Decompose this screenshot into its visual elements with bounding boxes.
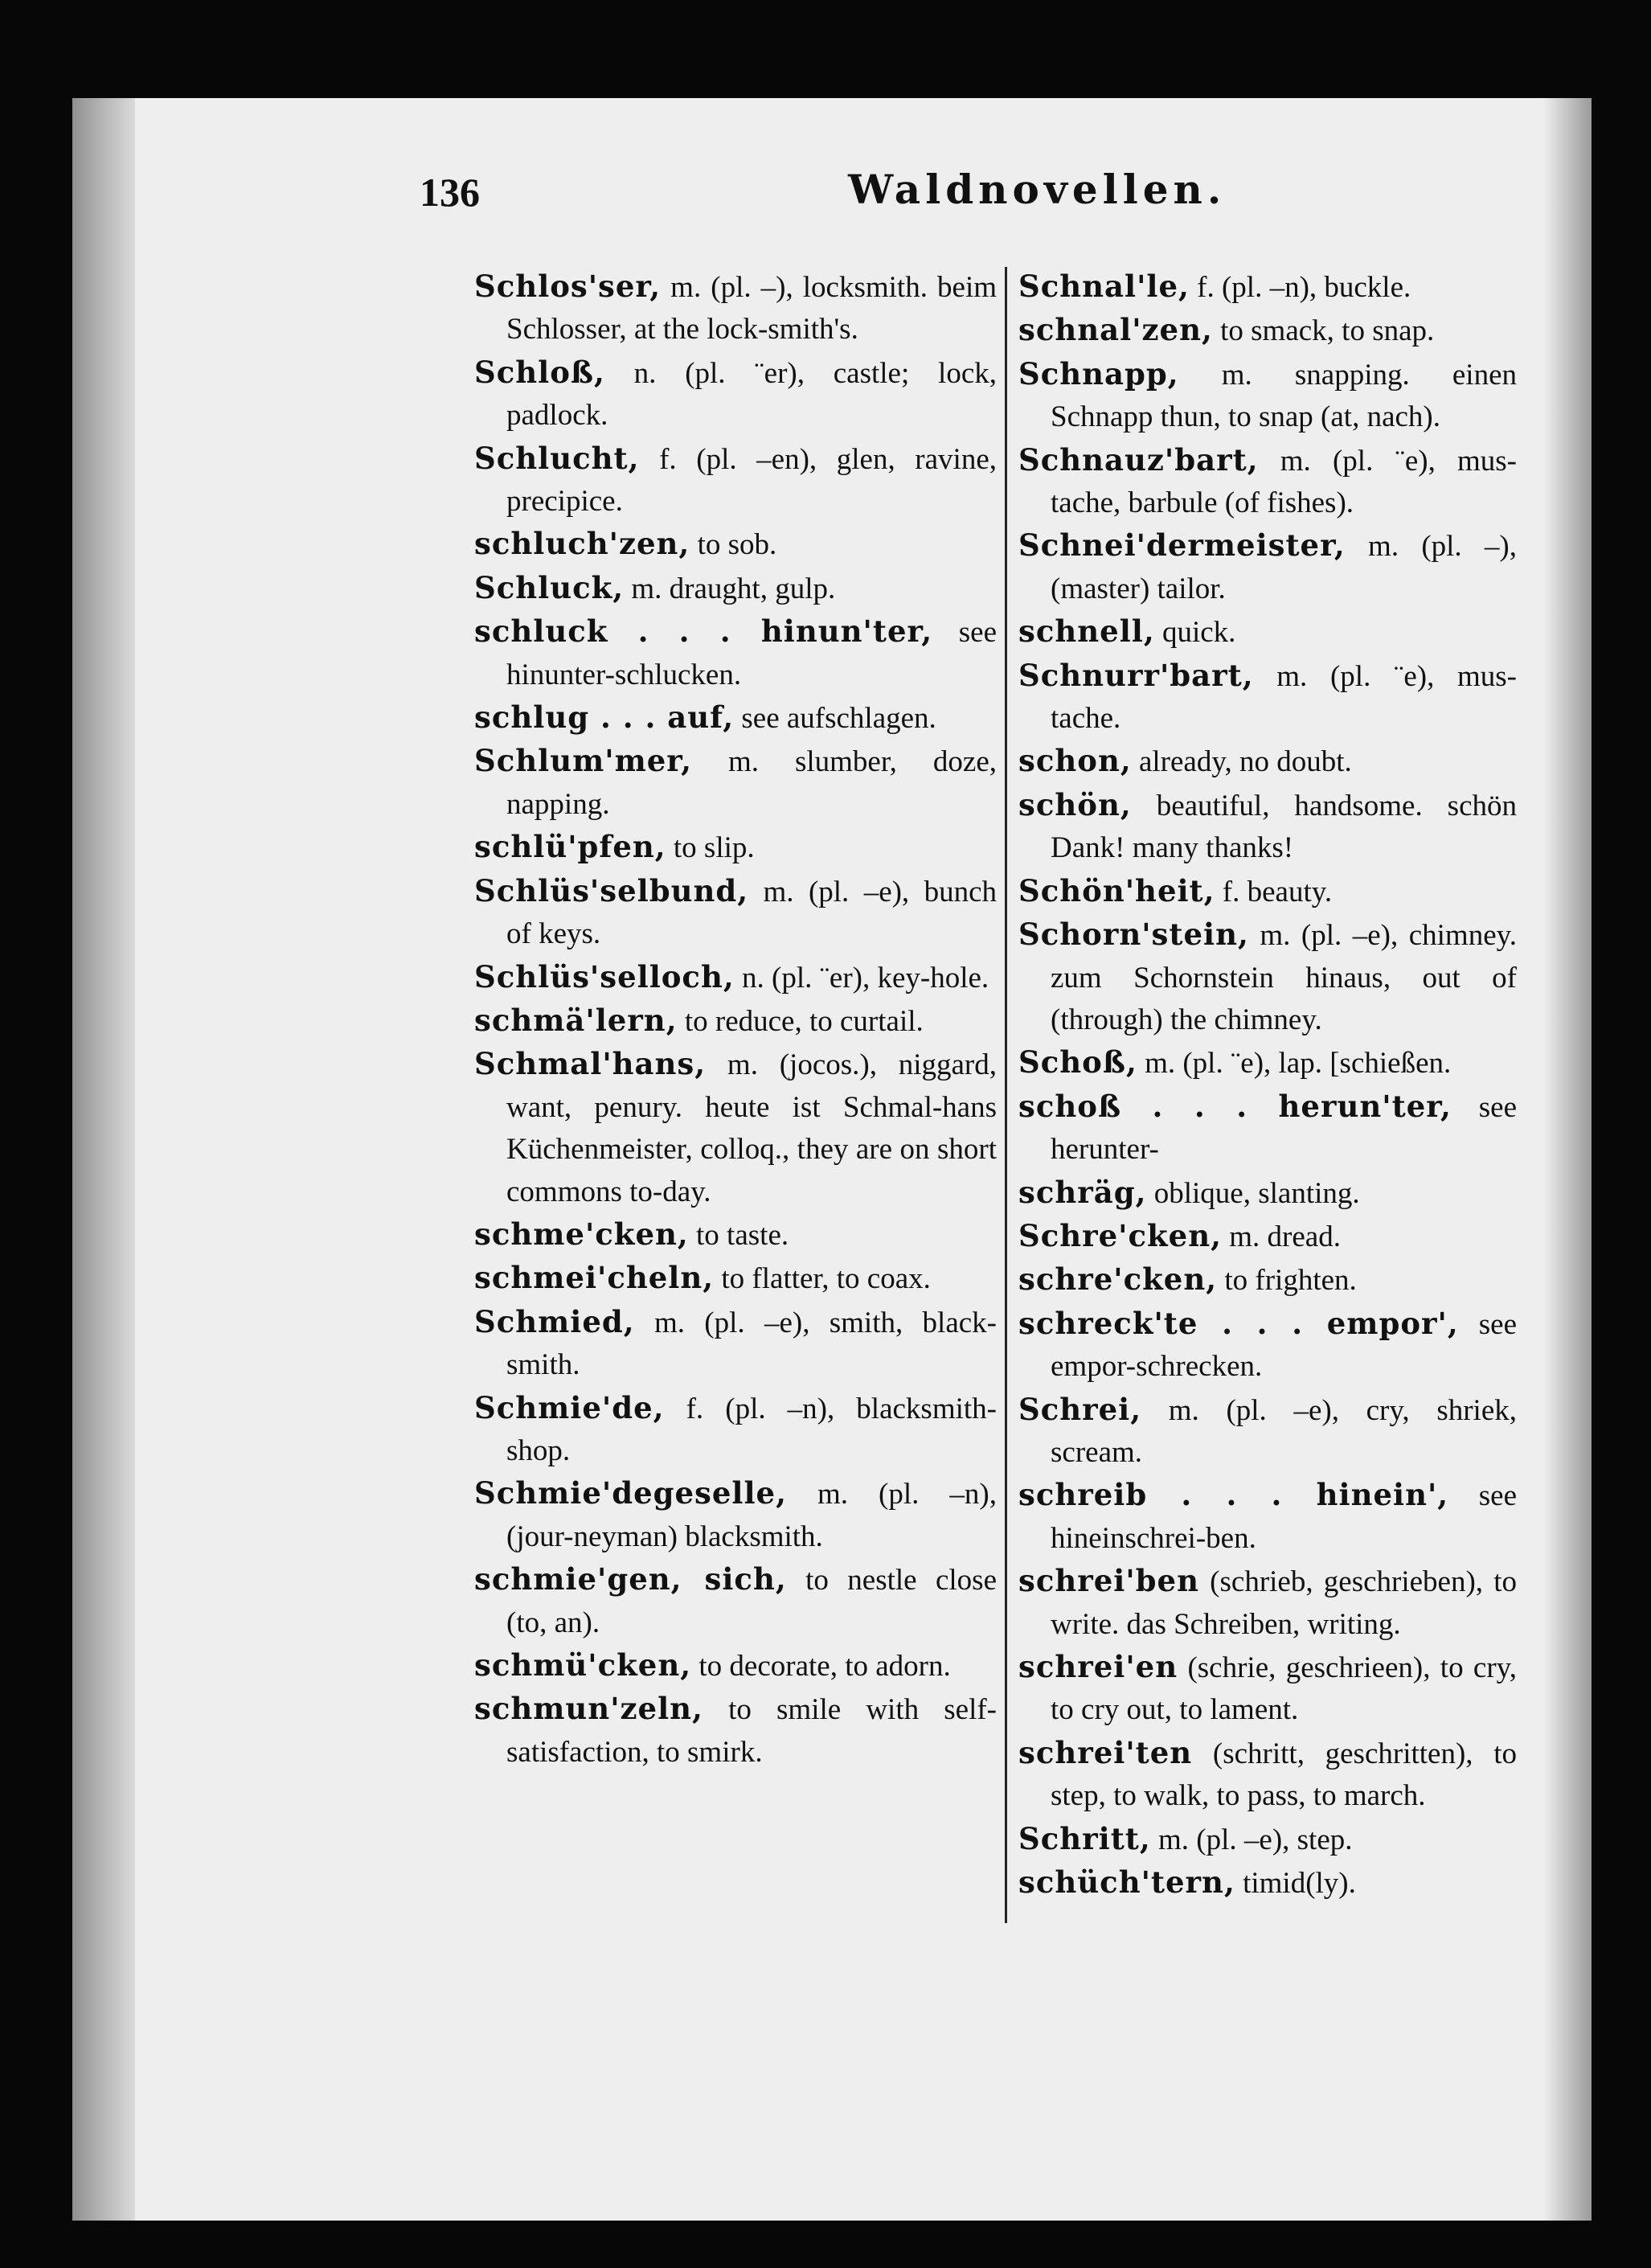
- entry-headword: schme'cken,: [474, 1216, 689, 1252]
- entry-definition: m. (pl. ¨e), mus-tache.: [1051, 659, 1517, 736]
- dictionary-entry: [1018, 1258, 1517, 1302]
- dictionary-entry: [1018, 610, 1517, 654]
- entry-headword: Schlüs'selbund,: [474, 872, 749, 908]
- entry-headword: Schre'cken,: [1018, 1217, 1222, 1253]
- dictionary-entry: [1018, 1646, 1517, 1732]
- entry-definition: see hinunter-schlucken.: [506, 616, 997, 691]
- entry-definition: to sob.: [690, 528, 777, 562]
- dictionary-entry: [1018, 1560, 1517, 1646]
- dictionary-entry: [474, 696, 997, 740]
- left-column: [474, 265, 997, 1774]
- entry-headword: Schnapp,: [1018, 355, 1179, 392]
- entry-headword: schre'cken,: [1018, 1261, 1218, 1298]
- entry-definition: (schrieb, geschrieben), to write. das Schreiben, writing.: [1051, 1565, 1517, 1641]
- entry-headword: schlü'pfen,: [474, 829, 666, 865]
- dictionary-entry: [1018, 784, 1517, 870]
- entry-headword: Schrei,: [1018, 1391, 1142, 1427]
- dictionary-entry: [474, 1213, 997, 1257]
- entry-headword: schoß . . . herun'ter,: [1018, 1088, 1452, 1124]
- entry-headword: schmä'lern,: [474, 1002, 678, 1038]
- entry-headword: schüch'tern,: [1018, 1864, 1235, 1901]
- entry-headword: schrei'en: [1018, 1649, 1178, 1684]
- dictionary-entry: [474, 870, 997, 956]
- entry-definition: to frighten.: [1217, 1264, 1357, 1298]
- dictionary-entry: [474, 1043, 997, 1213]
- entry-definition: f. (pl. –n), blacksmith-shop.: [506, 1392, 997, 1467]
- entry-headword: Schritt,: [1018, 1820, 1151, 1856]
- entry-definition: m. snapping. einen Schnapp thun, to snap (at, nach).: [1051, 358, 1517, 434]
- entry-definition: timid(ly).: [1235, 1867, 1356, 1901]
- entry-headword: Schnal'le,: [1018, 269, 1190, 304]
- entry-definition: to reduce, to curtail.: [677, 1004, 924, 1038]
- entry-definition: (schritt, geschritten), to step, to walk, to pass, to march.: [1051, 1737, 1517, 1813]
- entry-definition: quick.: [1154, 616, 1236, 650]
- entry-headword: schmei'cheln,: [474, 1260, 715, 1296]
- entry-definition: to smile with self-satisfaction, to smirk.: [506, 1693, 997, 1769]
- entry-headword: Schön'heit,: [1018, 872, 1215, 908]
- entry-headword: Schnei'dermeister,: [1018, 527, 1346, 564]
- entry-definition: f. (pl. –en), glen, ravine, precipice.: [506, 442, 997, 519]
- dictionary-entry: [1018, 1732, 1517, 1818]
- dictionary-entry: [1018, 740, 1517, 783]
- entry-definition: already, no doubt.: [1131, 745, 1352, 779]
- dictionary-entry: [474, 1644, 997, 1688]
- entry-headword: schnell,: [1018, 613, 1155, 650]
- entry-definition: m. slumber, doze, napping.: [506, 745, 997, 821]
- entry-definition: oblique, slanting.: [1146, 1176, 1360, 1210]
- entry-headword: Schloß,: [474, 354, 605, 390]
- entry-definition: m. (pl. –e), step.: [1150, 1823, 1353, 1856]
- page-edge-shadow: [1543, 98, 1592, 2221]
- entry-headword: Schlum'mer,: [474, 743, 692, 779]
- entry-definition: to smack, to snap.: [1212, 314, 1435, 348]
- entry-headword: schmun'zeln,: [474, 1691, 703, 1727]
- dictionary-entry: [1018, 1388, 1517, 1474]
- entry-definition: see herunter-: [1051, 1090, 1517, 1167]
- entry-headword: Schnurr'bart,: [1018, 657, 1254, 693]
- entry-headword: Schlucht,: [474, 440, 640, 476]
- dictionary-entry: [1018, 1171, 1517, 1215]
- dictionary-entry: [1018, 1215, 1517, 1258]
- entry-definition: (schrie, geschrieen), to cry, to cry out, to lament.: [1051, 1651, 1517, 1727]
- dictionary-entry: [1018, 309, 1517, 352]
- entry-definition: to slip.: [666, 831, 755, 865]
- entry-definition: m. (pl. ¨e), lap. [schießen.: [1137, 1047, 1452, 1081]
- dictionary-entry: [474, 265, 997, 351]
- entry-definition: see aufschlagen.: [734, 702, 936, 736]
- entry-headword: Schmal'hans,: [474, 1046, 707, 1082]
- page-gutter-shadow: [72, 98, 135, 2221]
- dictionary-entry: [1018, 353, 1517, 439]
- entry-definition: m. (jocos.), niggard, want, penury. heute ist Schmal-hans Küchenmeister, colloq., they are on short commons to-day.: [506, 1048, 997, 1208]
- entry-definition: m. (pl. –e), bunch of keys.: [506, 875, 997, 951]
- entry-definition: to taste.: [688, 1218, 789, 1252]
- entry-headword: Schluck,: [474, 569, 625, 605]
- entry-headword: schon,: [1018, 743, 1132, 779]
- dictionary-entry: [474, 740, 997, 826]
- entry-headword: Schlüs'selloch,: [474, 958, 735, 995]
- dictionary-entry: [1018, 265, 1517, 309]
- entry-definition: beautiful, handsome. schön Dank! many thanks!: [1051, 789, 1517, 865]
- entry-definition: f. (pl. –n), buckle.: [1189, 271, 1411, 304]
- dictionary-entry: [474, 1387, 997, 1473]
- dictionary-entry: [474, 956, 997, 999]
- entry-headword: schön,: [1018, 786, 1132, 822]
- dictionary-entry: [474, 523, 997, 566]
- dictionary-entry: [474, 567, 997, 610]
- dictionary-entry: [474, 610, 997, 696]
- dictionary-entry: [1018, 1085, 1517, 1171]
- entry-definition: m. (pl. –), (master) tailor.: [1051, 530, 1517, 605]
- entry-headword: schrei'ben: [1018, 1563, 1199, 1599]
- entry-definition: m. (pl. –e), cry, shriek, scream.: [1051, 1393, 1517, 1469]
- entry-headword: schräg,: [1018, 1174, 1147, 1210]
- dictionary-entry: [1018, 439, 1517, 525]
- entry-headword: schluch'zen,: [474, 526, 690, 562]
- entry-headword: schlug . . . auf,: [474, 699, 735, 736]
- entry-headword: schmü'cken,: [474, 1647, 692, 1683]
- entry-definition: to nestle close (to, an).: [506, 1564, 998, 1639]
- dictionary-entry: [474, 999, 997, 1043]
- entry-definition: see empor-schrecken.: [1051, 1307, 1518, 1384]
- dictionary-entry: [474, 1472, 997, 1558]
- entry-headword: schluck . . . hinun'ter,: [474, 613, 933, 650]
- entry-definition: m. draught, gulp.: [624, 572, 836, 605]
- entry-headword: schreib . . . hinein',: [1018, 1477, 1449, 1513]
- entry-definition: m. (pl. –e), smith, black-smith.: [506, 1306, 997, 1382]
- dictionary-entry: [474, 351, 997, 437]
- dictionary-entry: [1018, 524, 1517, 610]
- entry-headword: Schoß,: [1018, 1044, 1137, 1081]
- entry-definition: m. (pl. –e), chimney. zum Schornstein hinaus, out of (through) the chimney.: [1051, 919, 1517, 1036]
- entry-headword: Schmie'de,: [474, 1389, 665, 1425]
- entry-headword: Schlos'ser,: [474, 269, 662, 304]
- dictionary-entry: [1018, 1818, 1517, 1861]
- entry-definition: m. (pl. ¨e), mus-tache, barbule (of fishes).: [1051, 444, 1517, 520]
- dictionary-entry: [474, 826, 997, 869]
- dictionary-entry: [474, 437, 997, 523]
- entry-headword: schrei'ten: [1018, 1734, 1193, 1770]
- page-number: 136: [420, 170, 480, 215]
- dictionary-entry: [1018, 913, 1517, 1041]
- entry-headword: Schmied,: [474, 1303, 635, 1339]
- entry-definition: see hineinschrei-ben.: [1051, 1479, 1517, 1555]
- dictionary-entry: [474, 1558, 997, 1644]
- entry-definition: m. (pl. –n), (jour-neyman) blacksmith.: [506, 1478, 997, 1553]
- right-column: [1018, 265, 1517, 1905]
- column-divider: [1005, 267, 1007, 1923]
- dictionary-entry: [474, 1688, 997, 1774]
- entry-headword: schreck'te . . . empor',: [1018, 1305, 1459, 1341]
- running-head: Waldnovellen.: [848, 166, 1227, 213]
- entry-headword: Schnauz'bart,: [1018, 441, 1259, 478]
- dictionary-entry: [474, 1301, 997, 1387]
- entry-headword: Schorn'stein,: [1018, 917, 1249, 953]
- entry-headword: schmie'gen, sich,: [474, 1561, 787, 1597]
- entry-definition: to decorate, to adorn.: [691, 1650, 951, 1683]
- dictionary-entry: [1018, 1041, 1517, 1085]
- entry-definition: n. (pl. ¨er), key-hole.: [734, 961, 989, 995]
- entry-headword: Schmie'degeselle,: [474, 1475, 787, 1511]
- entry-definition: to flatter, to coax.: [714, 1262, 931, 1296]
- dictionary-entry: [1018, 654, 1517, 740]
- dictionary-entry: [474, 1257, 997, 1300]
- entry-definition: n. (pl. ¨er), castle; lock, padlock.: [506, 356, 997, 433]
- entry-headword: schnal'zen,: [1018, 312, 1213, 348]
- entry-definition: f. beauty.: [1215, 875, 1333, 908]
- dictionary-entry: [1018, 870, 1517, 913]
- entry-definition: m. (pl. –), locksmith. beim Schlosser, at the lock-smith's.: [506, 271, 997, 347]
- dictionary-entry: [1018, 1474, 1517, 1560]
- entry-definition: m. dread.: [1222, 1220, 1341, 1253]
- dictionary-entry: [1018, 1861, 1517, 1905]
- dictionary-entry: [1018, 1302, 1517, 1388]
